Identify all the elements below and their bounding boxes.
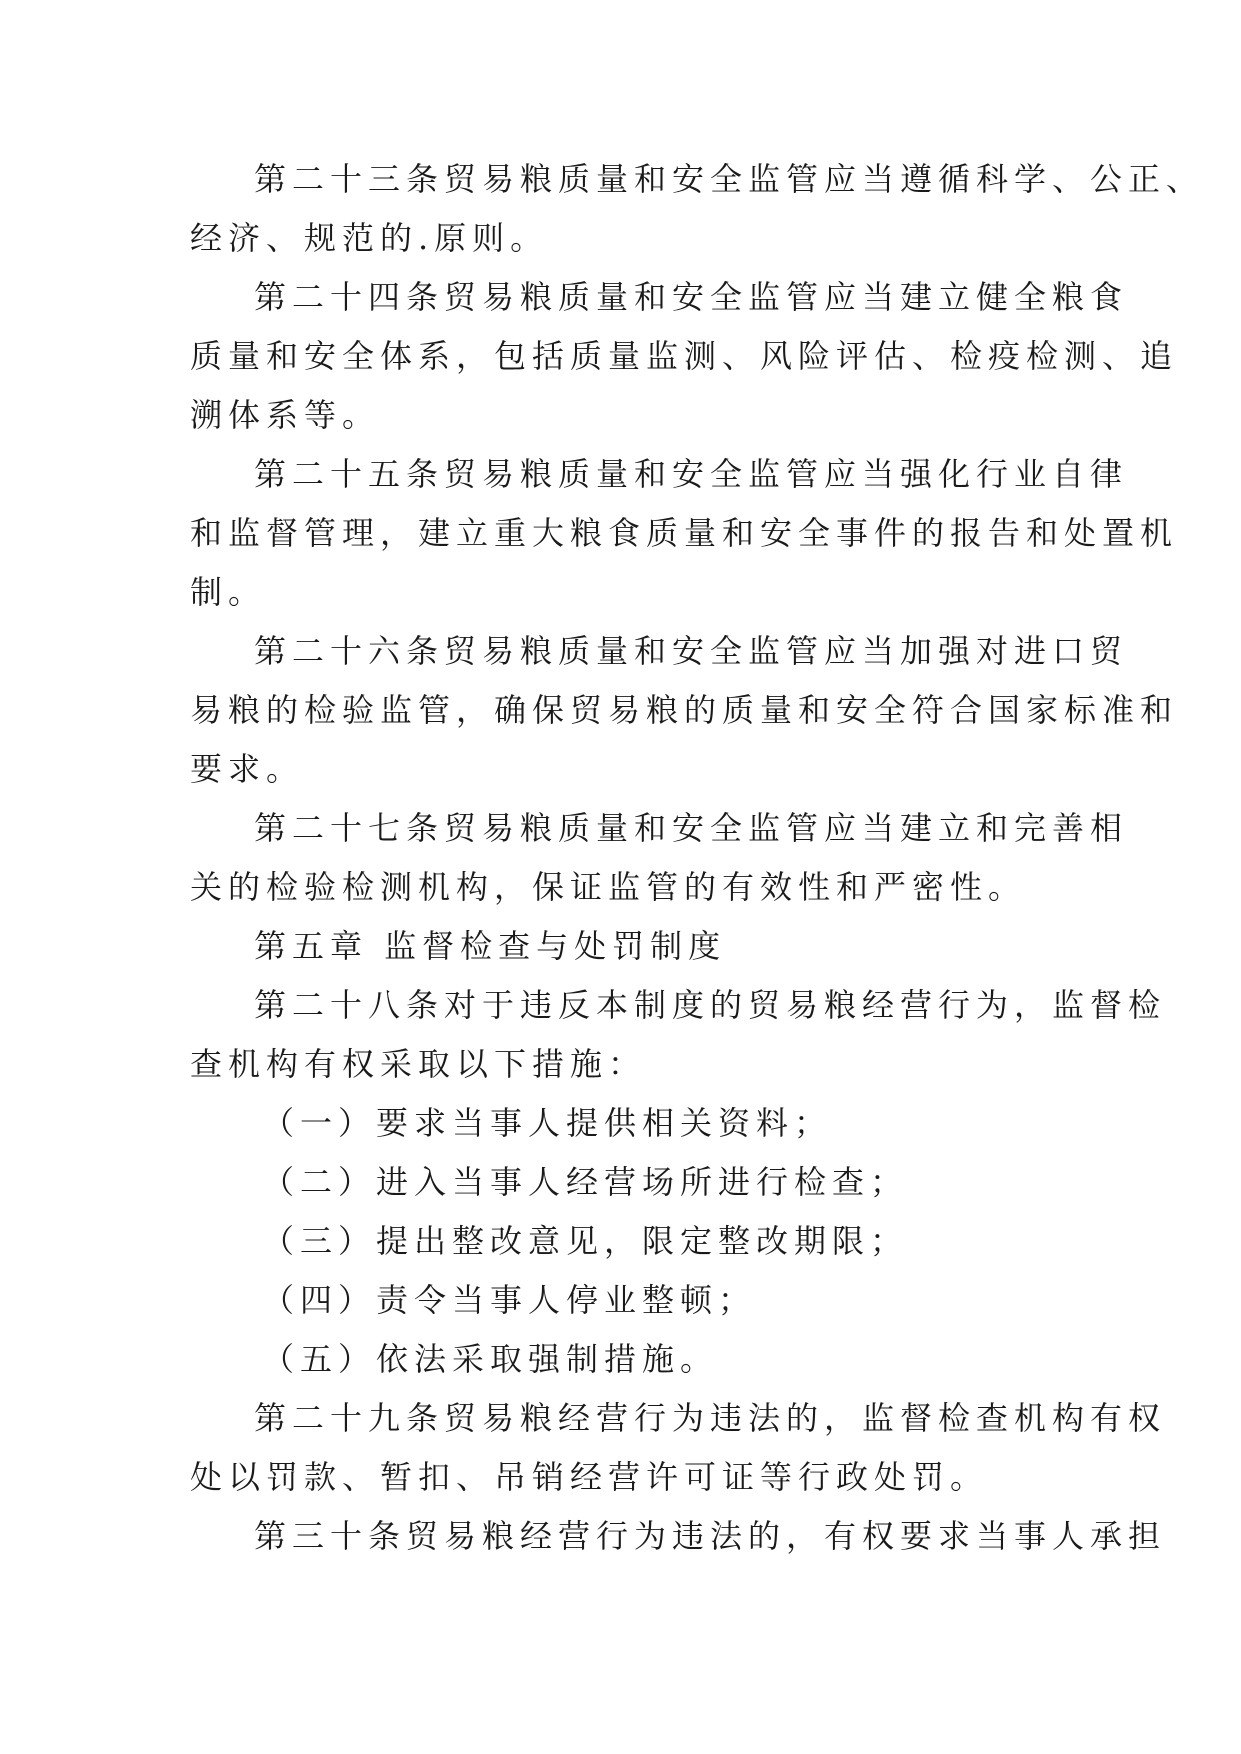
article-29-line-1: 第二十九条贸易粮经营行为违法的，监督检查机构有权 xyxy=(254,1399,1167,1437)
article-29-line-2: 处以罚款、暂扣、吊销经营许可证等行政处罚。 xyxy=(190,1458,989,1496)
article-24-line-2: 质量和安全体系，包括质量监测、风险评估、检疫检测、追 xyxy=(190,337,1179,375)
measure-item-5: （五）依法采取强制措施。 xyxy=(262,1340,719,1378)
article-26-line-3: 要求。 xyxy=(190,750,305,788)
chapter-5-heading: 第五章 监督检查与处罚制度 xyxy=(254,927,727,965)
article-26-line-1: 第二十六条贸易粮质量和安全监管应当加强对进口贸 xyxy=(254,632,1129,670)
measure-item-3: （三）提出整改意见，限定整改期限； xyxy=(262,1222,909,1260)
article-30-line-1: 第三十条贸易粮经营行为违法的，有权要求当事人承担 xyxy=(254,1517,1167,1555)
article-28-line-2: 查机构有权采取以下措施： xyxy=(190,1045,647,1083)
article-26-line-2: 易粮的检验监管，确保贸易粮的质量和安全符合国家标准和 xyxy=(190,691,1179,729)
article-28-line-1: 第二十八条对于违反本制度的贸易粮经营行为，监督检 xyxy=(254,986,1167,1024)
document-body xyxy=(190,150,1205,1566)
article-25-line-3: 制。 xyxy=(190,573,267,611)
article-24-line-3: 溯体系等。 xyxy=(190,396,381,434)
article-25-line-1: 第二十五条贸易粮质量和安全监管应当强化行业自律 xyxy=(254,455,1129,493)
article-27-line-2: 关的检验检测机构，保证监管的有效性和严密性。 xyxy=(190,868,1027,906)
article-25-line-2: 和监督管理，建立重大粮食质量和安全事件的报告和处置机 xyxy=(190,514,1179,552)
article-27-line-1: 第二十七条贸易粮质量和安全监管应当建立和完善相 xyxy=(254,809,1129,847)
measure-item-2: （二）进入当事人经营场所进行检查； xyxy=(262,1163,909,1201)
measure-item-4: （四）责令当事人停业整顿； xyxy=(262,1281,757,1319)
measure-item-1: （一）要求当事人提供相关资料； xyxy=(262,1104,833,1142)
article-24-line-1: 第二十四条贸易粮质量和安全监管应当建立健全粮食 xyxy=(254,278,1129,316)
article-23-line-2: 经济、规范的.原则。 xyxy=(190,219,549,257)
article-23-line-1: 第二十三条贸易粮质量和安全监管应当遵循科学、公正、 xyxy=(254,160,1205,198)
